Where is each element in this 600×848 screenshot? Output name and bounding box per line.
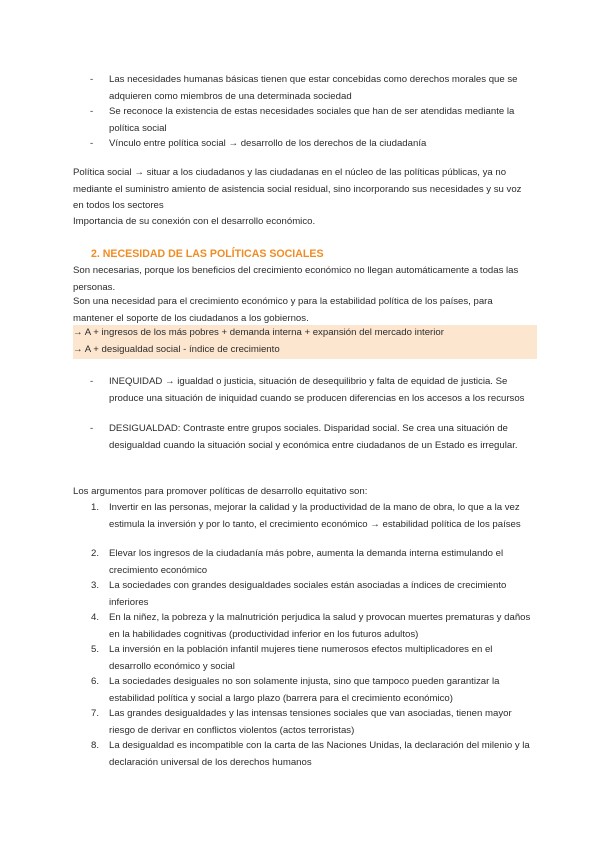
item-text: La inversión en la población infantil mujeres tiene numerosos efectos multiplicadores en el desarrollo económico y social: [109, 644, 493, 672]
item-text: Elevar los ingresos de la ciudadanía más pobre, aumenta la demanda interna estimulando el crecimiento económico: [109, 548, 504, 576]
list-item-text: Las necesidades humanas básicas tienen que estar concebidas como derechos morales que se adquieren como miembros de una determinada sociedad: [109, 74, 518, 102]
definition-text: DESIGUALDAD: Contraste entre grupos sociales. Disparidad social. Se crea una situación de desigualdad cuando la situación social y económica entre ciudadanos de un Estado es irregular.: [109, 423, 518, 451]
item-text: La desigualdad es incompatible con la carta de las Naciones Unidas, la declaración del milenio y la declaración universal de los derechos humanos: [109, 740, 530, 768]
item-number: 8.: [91, 740, 100, 751]
list-item-text: Se reconoce la existencia de estas necesidades sociales que han de ser atendidas mediante la política social: [109, 106, 515, 134]
argumentos-intro: Los argumentos para promover políticas de desarrollo equitativo son:: [73, 486, 368, 497]
bullet-dash: -: [90, 376, 94, 387]
highlighted-line: → A + ingresos de los más pobres + demanda interna + expansión del mercado interior: [73, 325, 537, 342]
highlighted-line: → A + desigualdad social - índice de crecimiento: [73, 342, 537, 359]
bullet-dash: -: [90, 74, 94, 85]
definition-text: INEQUIDAD → igualdad o justicia, situación de desequilibrio y falta de equidad de justicia. Se produce una situación de iniquidad cuando se producen diferencias en los accesos a los recursos: [109, 376, 525, 404]
item-text: La sociedades con grandes desigualdades sociales están asociadas a índices de crecimiento inferiores: [109, 580, 507, 608]
item-text: En la niñez, la pobreza y la malnutrición perjudica la salud y provocan muertes prematuras y daños en la habilidades cognitivas (productividad inferior en los futuros adultos): [109, 612, 531, 640]
importancia-paragraph: Importancia de su conexión con el desarrollo económico.: [73, 216, 316, 227]
item-number: 7.: [91, 708, 100, 719]
bullet-dash: -: [90, 423, 94, 434]
bullet-dash: -: [90, 138, 94, 149]
item-text: La sociedades desiguales no son solamente injusta, sino que tampoco pueden garantizar la estabilidad política y social a largo plazo (barrera para el crecimiento económico): [109, 676, 500, 704]
item-number: 6.: [91, 676, 100, 687]
item-number: 4.: [91, 612, 100, 623]
bullet-dash: -: [90, 106, 94, 117]
item-number: 5.: [91, 644, 100, 655]
section-paragraph: Son necesarias, porque los beneficios del crecimiento económico no llegan automáticamente a todas las personas.: [73, 265, 519, 293]
item-number: 1.: [91, 502, 100, 513]
item-number: 3.: [91, 580, 100, 591]
politica-social-paragraph: Política social → situar a los ciudadanos y las ciudadanas en el núcleo de las políticas públicas, ya no mediante el suministro amiento de asistencia social residual, sino incorporando sus necesidades y su voz en todos los sectores: [73, 167, 522, 211]
item-text: Las grandes desigualdades y las intensas tensiones sociales que van asociadas, tienen mayor riesgo de derivar en conflictos violentos (actos terroristas): [109, 708, 512, 736]
list-item-text: Vínculo entre política social → desarrollo de los derechos de la ciudadanía: [109, 138, 427, 149]
section-heading: 2. NECESIDAD DE LAS POLÍTICAS SOCIALES: [91, 248, 324, 260]
item-text: Invertir en las personas, mejorar la calidad y la productividad de la mano de obra, lo que a la vez estimula la inversión y por lo tanto, el crecimiento económico → estabilidad política de los países: [109, 502, 521, 530]
item-number: 2.: [91, 548, 100, 559]
section-paragraph: Son una necesidad para el crecimiento económico y para la estabilidad política de los países, para mantener el soporte de los ciudadanos a los gobiernos.: [73, 296, 493, 324]
